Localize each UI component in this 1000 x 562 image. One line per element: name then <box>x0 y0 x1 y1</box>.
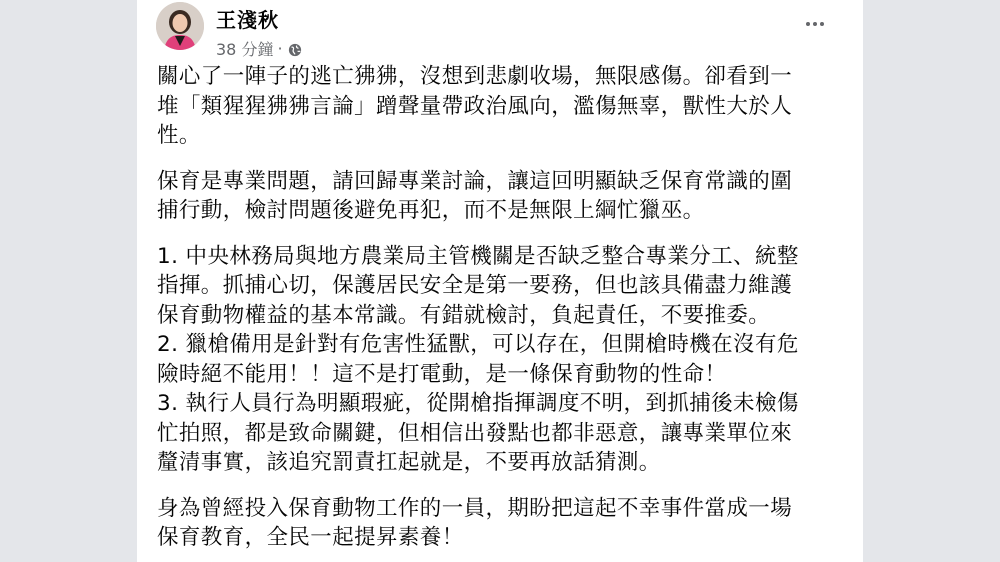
post-text <box>157 62 843 562</box>
post-timestamp[interactable]: 38 分鐘 <box>216 40 274 59</box>
meta-separator: · <box>277 39 283 58</box>
post-card <box>137 0 863 562</box>
post-line: 捕行動，檢討問題後避免再犯，而不是無限上綱忙獵巫。 <box>157 198 705 223</box>
post-line: 2. 獵槍備用是針對有危害性猛獸，可以存在，但開槍時機在沒有危 <box>157 332 799 357</box>
post-paragraph <box>157 242 843 478</box>
post-line: 身為曾經投入保育動物工作的一員，期盼把這起不幸事件當成一場 <box>157 495 793 521</box>
post-line: 險時絕不能用！！這不是打電動，是一條保育動物的性命！ <box>157 361 727 387</box>
post-line: 3. 執行人員行為明顯瑕疵，從開槍指揮調度不明，到抓捕後未檢傷 <box>157 391 799 416</box>
post-paragraph <box>157 167 843 226</box>
post-paragraph <box>157 494 843 553</box>
post-line: 性。 <box>157 123 201 148</box>
more-options-icon[interactable] <box>803 12 827 36</box>
post-line: 堆「類猩猩狒狒言論」蹭聲量帶政治風向，濫傷無辜，獸性大於人 <box>157 93 793 119</box>
avatar[interactable] <box>156 2 204 50</box>
post-line: 保育是專業問題，請回歸專業討論，讓這回明顯缺乏保育常識的圍 <box>157 168 793 194</box>
post-line: 忙拍照，都是致命關鍵，但相信出發點也都非惡意，讓專業單位來 <box>157 420 793 446</box>
author-name[interactable]: 王淺秋 <box>216 8 279 32</box>
post-line: 指揮。抓捕心切，保護居民安全是第一要務，但也該具備盡力維護 <box>157 273 793 298</box>
post-line: 1. 中央林務局與地方農業局主管機關是否缺乏整合專業分工、統整 <box>157 243 799 269</box>
globe-icon <box>288 42 302 56</box>
post-line: 關心了一陣子的逃亡狒狒，沒想到悲劇收場，無限感傷。卻看到一 <box>157 64 793 89</box>
post-paragraph <box>157 62 843 151</box>
post-line: 釐清事實，該追究罰責扛起就是，不要再放話猜測。 <box>157 450 661 475</box>
post-line: 保育動物權益的基本常識。有錯就檢討，負起責任，不要推委。 <box>157 302 771 328</box>
post-line: 保育教育，全民一起提昇素養！ <box>157 525 464 550</box>
post-meta <box>216 37 302 60</box>
